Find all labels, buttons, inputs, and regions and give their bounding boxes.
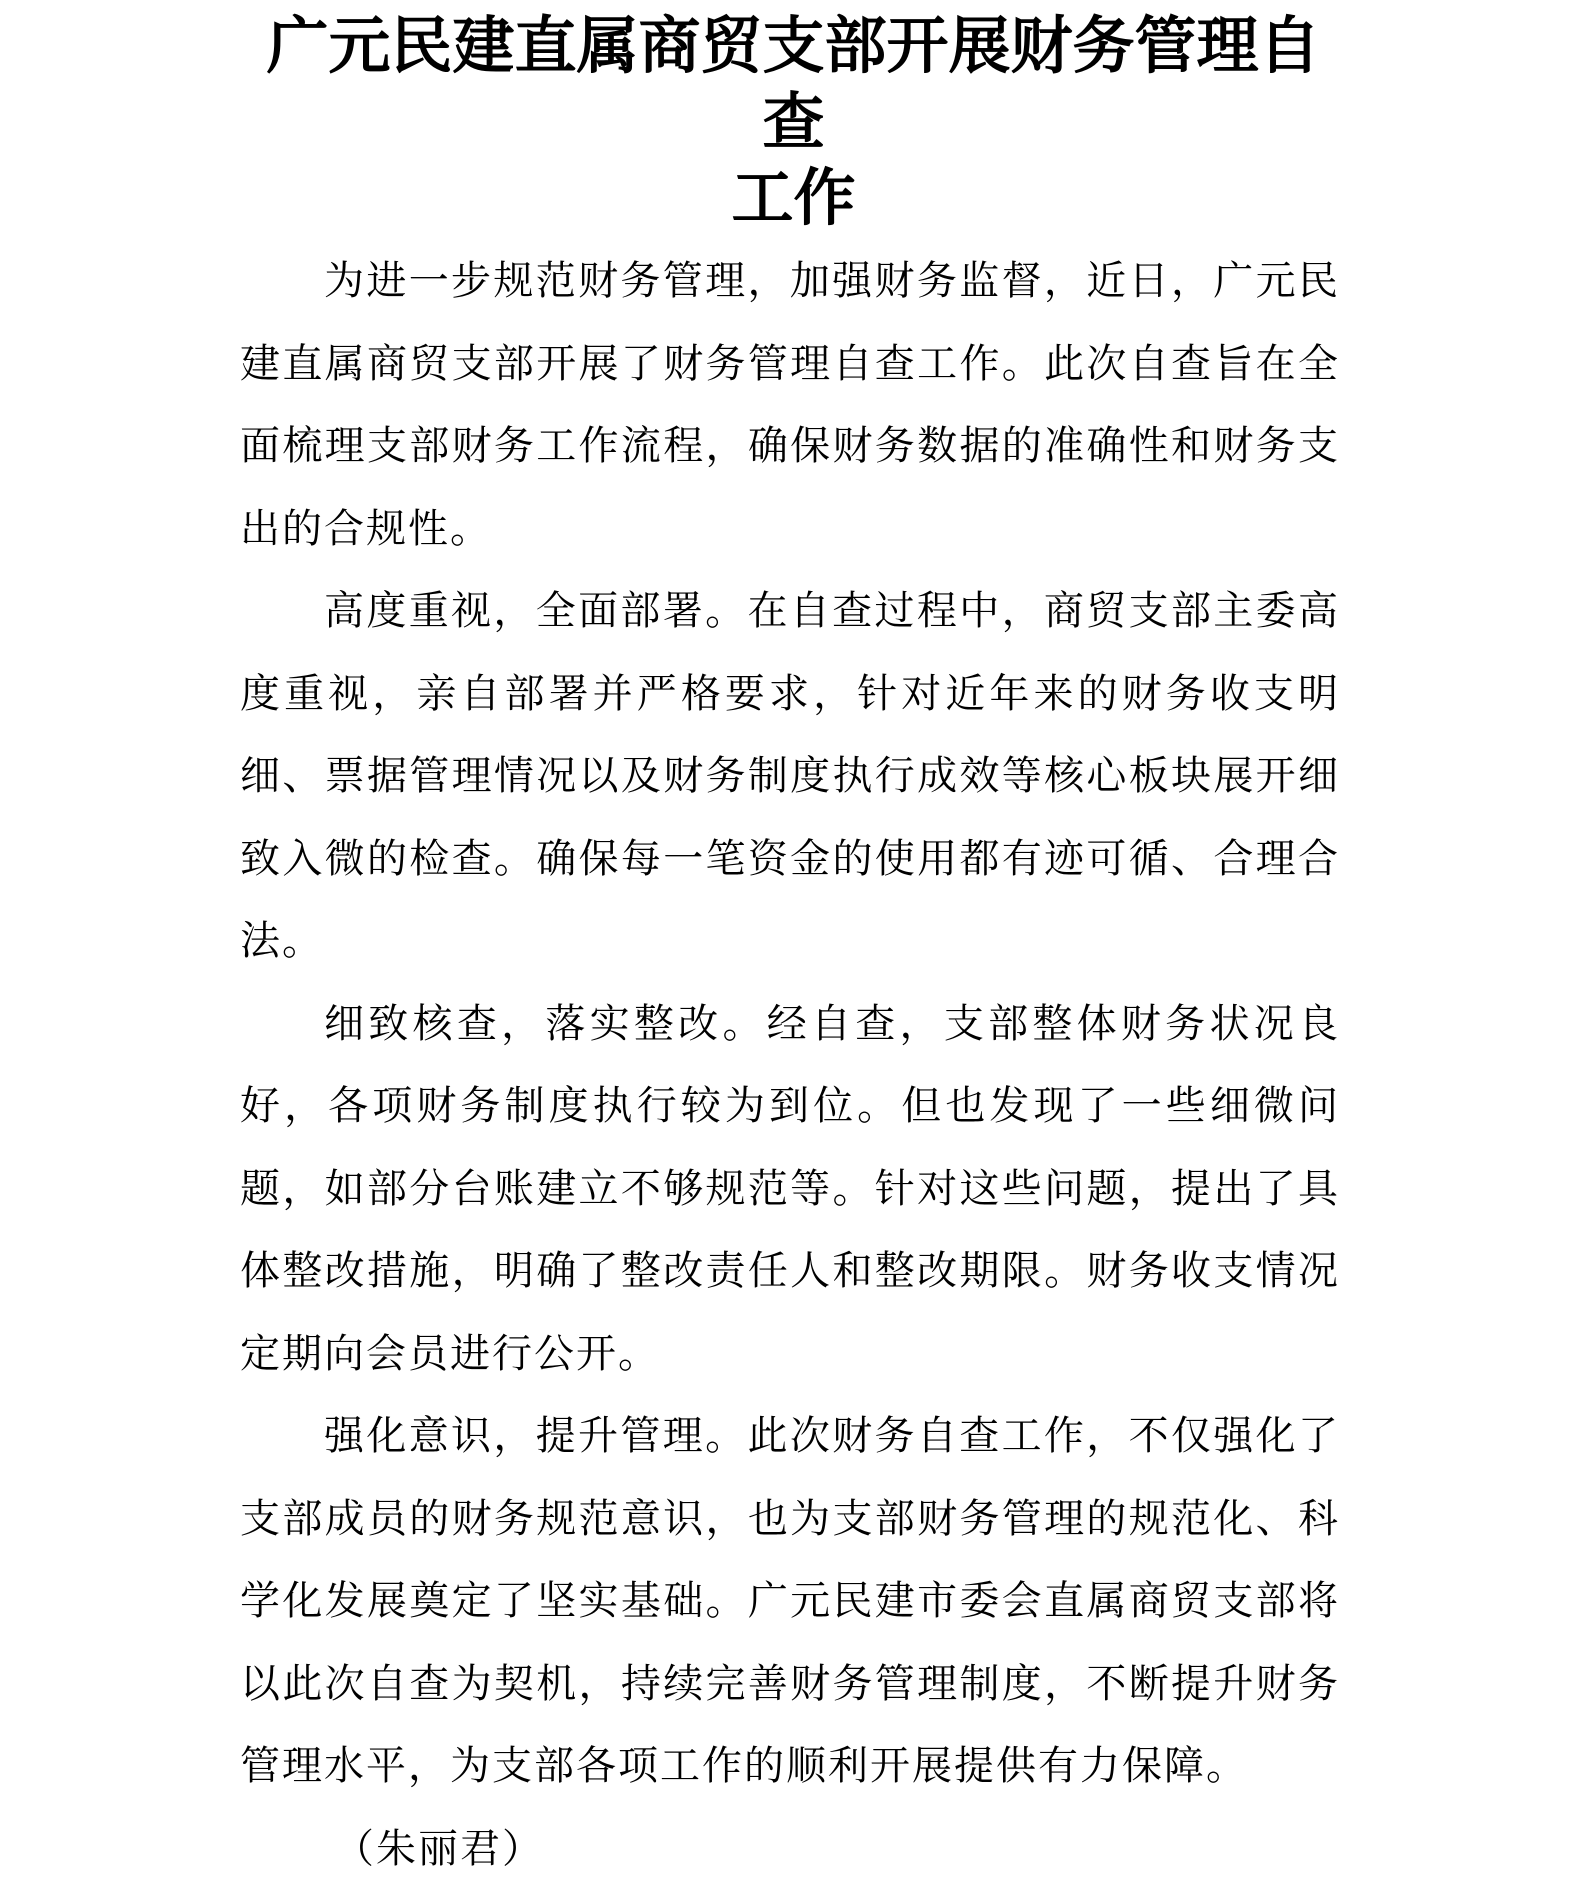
paragraph-awareness: 强化意识，提升管理。此次财务自查工作，不仅强化了支部成员的财务规范意识，也为支部财务管理的规范化、科学化发展奠定了坚实基础。广元民建市委会直属商贸支部将以此次自查为契机，持续完善财务管理制度，不断提升财务管理水平，为支部各项工作的顺利开展提供有力保障。 [240,1395,1340,1808]
author-byline: （朱丽君） [240,1808,1340,1890]
article-title [250,8,1337,236]
article-title-line-1: 广元民建直属商贸支部开展财务管理自查 [250,8,1337,160]
article-title-line-2: 工作 [250,160,1337,236]
paragraph-deployment: 高度重视，全面部署。在自查过程中，商贸支部主委高度重视，亲自部署并严格要求，针对近年来的财务收支明细、票据管理情况以及财务制度执行成效等核心板块展开细致入微的检查。确保每一笔资金的使用都有迹可循、合理合法。 [240,570,1340,983]
paragraph-intro: 为进一步规范财务管理，加强财务监督，近日，广元民建直属商贸支部开展了财务管理自查工作。此次自查旨在全面梳理支部财务工作流程，确保财务数据的准确性和财务支出的合规性。 [240,240,1340,570]
article-body [240,240,1340,1890]
paragraph-rectification: 细致核查，落实整改。经自查，支部整体财务状况良好，各项财务制度执行较为到位。但也发现了一些细微问题，如部分台账建立不够规范等。针对这些问题，提出了具体整改措施，明确了整改责任人和整改期限。财务收支情况定期向会员进行公开。 [240,983,1340,1396]
